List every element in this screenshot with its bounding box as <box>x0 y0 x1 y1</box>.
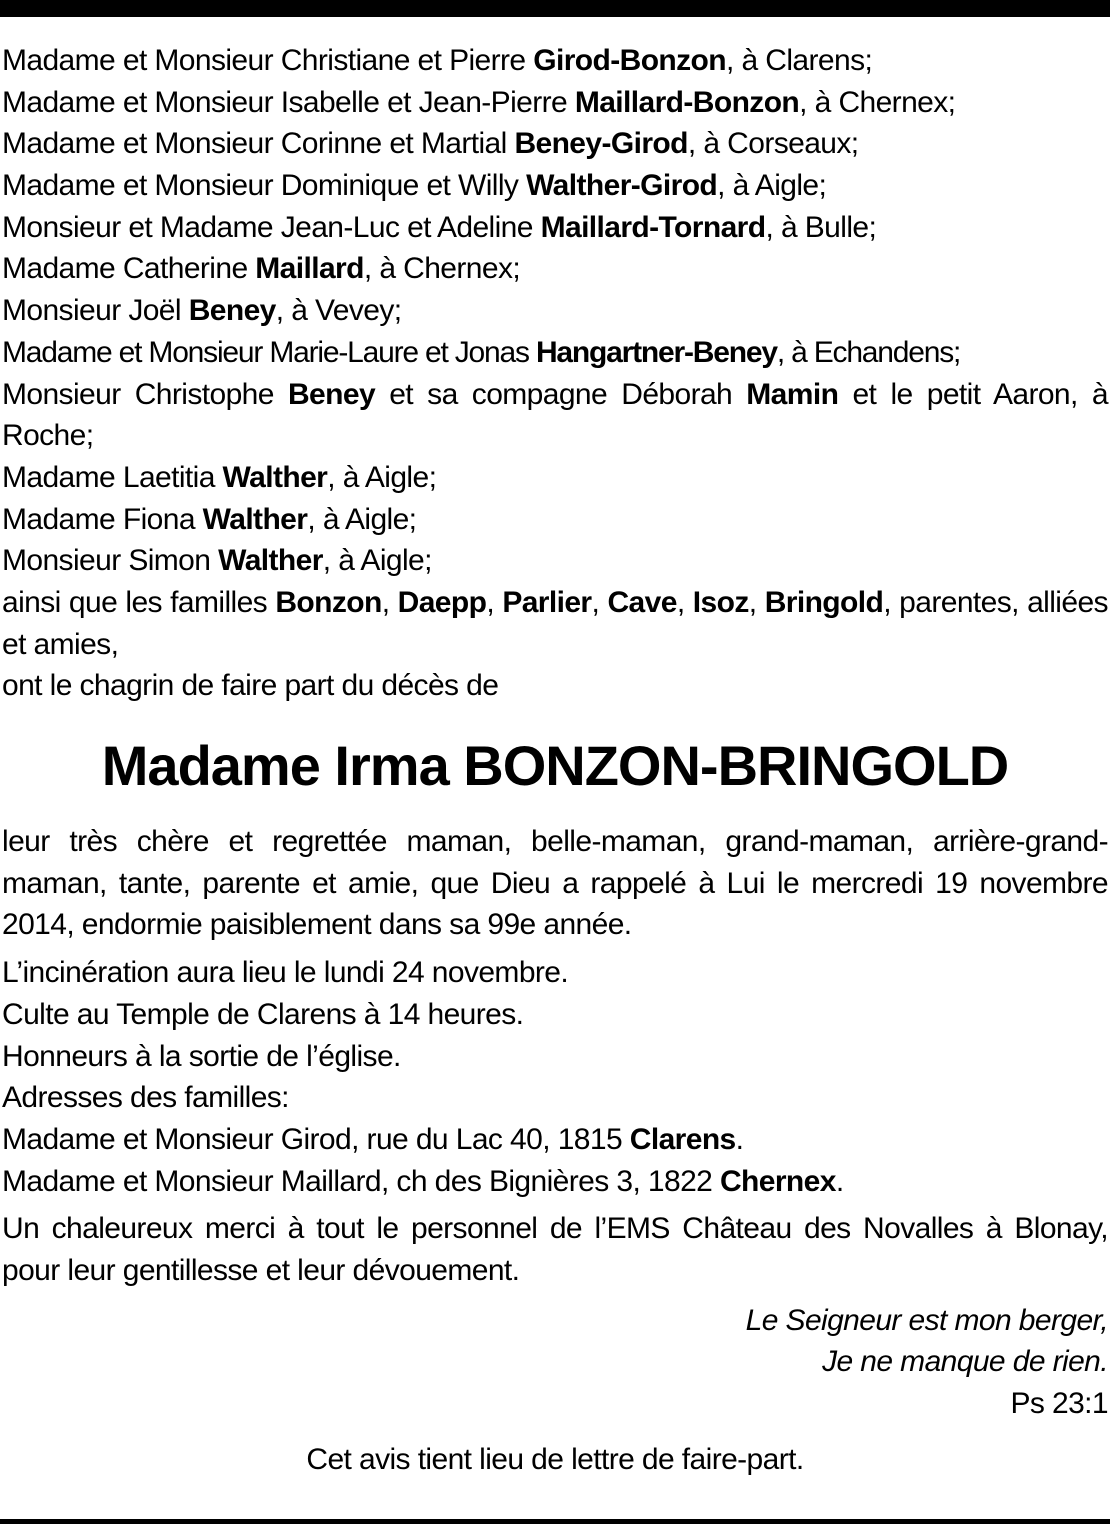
families-intro: ainsi que les familles <box>2 585 276 619</box>
family-line <box>2 207 1108 249</box>
ceremony-line: L’incinération aura lieu le lundi 24 novembre. <box>2 956 569 990</box>
family-surname: Beney <box>188 294 276 328</box>
family-line <box>2 123 1108 165</box>
family-line-location: , à Aigle; <box>307 502 417 536</box>
top-rule <box>0 0 1110 17</box>
family-line-location: , à Vevey; <box>275 294 402 328</box>
family-line-location: , à Echandens; <box>776 335 961 369</box>
family-surname: Maillard-Tornard <box>540 210 766 244</box>
deceased-description: leur très chère et regrettée maman, belle-maman, grand-maman, arrière-grand-maman, tante, parente et amie, que Dieu a rappelé à Lui le mercredi 19 novembre 2014, endormie paisiblement dans sa 99e année. <box>2 825 1108 942</box>
family-line-text: Monsieur et Madame Jean-Luc et Adeline <box>2 210 541 244</box>
separator: , <box>676 585 693 619</box>
family-surname: Isoz <box>692 585 749 619</box>
deceased-name: Madame Irma BONZON-BRINGOLD <box>101 734 1009 798</box>
address-text: Madame et Monsieur Girod, rue du Lac 40, 1815 <box>2 1122 630 1156</box>
family-line-text: Madame et Monsieur Dominique et Willy <box>2 169 527 203</box>
family-surname: Walther <box>218 544 323 578</box>
separator: , <box>381 585 398 619</box>
family-surname: Maillard-Bonzon <box>574 85 800 119</box>
family-line-text: Monsieur Joël <box>2 294 189 328</box>
family-line <box>2 540 1108 582</box>
bible-verse-line: Je ne manque de rien. <box>822 1345 1108 1379</box>
family-line <box>2 332 1108 374</box>
family-surname: Beney-Girod <box>514 127 688 161</box>
family-surname: Mamin <box>746 377 839 411</box>
family-line-location: , à Aigle; <box>322 544 432 578</box>
family-surname: Bringold <box>764 585 884 619</box>
family-surname: Beney <box>287 377 376 411</box>
ceremony-line: Adresses des familles: <box>2 1081 289 1115</box>
family-line-text: Madame et Monsieur Christiane et Pierre <box>2 44 534 77</box>
announcement-text: ont le chagrin de faire part du décès de <box>2 669 499 703</box>
family-surname: Maillard <box>255 252 364 286</box>
address-city: Clarens <box>629 1122 736 1156</box>
family-line <box>2 165 1108 207</box>
family-line-text: Madame et Monsieur Isabelle et Jean-Pierre <box>2 85 575 119</box>
family-line-text: et sa compagne Déborah <box>375 377 747 411</box>
family-line-location: , à Clarens; <box>726 44 873 77</box>
address-city: Chernex <box>719 1164 836 1198</box>
family-line-text: Monsieur Simon <box>2 544 219 578</box>
bible-verse-reference: Ps 23:1 <box>1010 1387 1108 1421</box>
family-line-text: Madame et Monsieur Corinne et Martial <box>2 127 515 161</box>
ceremony-line: Honneurs à la sortie de l’église. <box>2 1039 401 1073</box>
address-text: Madame et Monsieur Maillard, ch des Bignières 3, 1822 <box>2 1164 720 1198</box>
family-surname: Walther <box>202 502 308 536</box>
separator: , <box>486 585 503 619</box>
family-surname: Cave <box>607 585 677 619</box>
family-line-location: , à Corseaux; <box>687 127 859 161</box>
family-line <box>2 457 1108 499</box>
family-surname: Daepp <box>397 585 487 619</box>
family-line <box>2 499 1108 541</box>
family-line <box>2 40 1108 82</box>
family-line-location: et le petit Aaron, à Roche; <box>2 377 1108 453</box>
address-line <box>2 1161 1108 1203</box>
family-surname: Walther-Girod <box>526 169 718 203</box>
spacer <box>2 1292 1108 1300</box>
family-line <box>2 248 1108 290</box>
family-surname: Parlier <box>502 585 592 619</box>
family-line-location: , à Aigle; <box>327 460 437 494</box>
families-outro: , parentes, alliées et amies, <box>2 585 1108 661</box>
address-punct: . <box>835 1164 844 1198</box>
family-line-text: Monsieur Christophe <box>2 377 288 411</box>
separator: , <box>748 585 765 619</box>
family-line-location: , à Chernex; <box>363 252 521 286</box>
family-line <box>2 82 1108 124</box>
family-line-location: , à Aigle; <box>717 169 827 203</box>
family-line-text: Madame et Monsieur Marie-Laure et Jonas <box>2 335 536 369</box>
family-line-christophe <box>2 374 1108 457</box>
separator: , <box>591 585 608 619</box>
closing-note: Cet avis tient lieu de lettre de faire-part. <box>306 1442 804 1476</box>
thanks-text: Un chaleureux merci à tout le personnel de l’EMS Château des Novalles à Blonay, pour leur gentillesse et leur dévouement. <box>2 1212 1108 1287</box>
family-surname: Bonzon <box>275 585 382 619</box>
family-line-location: , à Chernex; <box>799 85 956 119</box>
address-line <box>2 1119 1108 1161</box>
family-line-text: Madame Fiona <box>2 502 203 536</box>
extended-families <box>2 582 1108 665</box>
ceremony-line: Culte au Temple de Clarens à 14 heures. <box>2 997 524 1031</box>
family-surname: Hangartner-Beney <box>535 335 777 369</box>
obituary-notice <box>2 40 1108 1480</box>
family-line <box>2 290 1108 332</box>
family-surname: Walther <box>222 460 328 494</box>
address-punct: . <box>735 1122 744 1156</box>
bible-verse-line: Le Seigneur est mon berger, <box>745 1303 1108 1337</box>
bottom-rule <box>0 1519 1110 1524</box>
family-line-text: Madame Catherine <box>2 252 256 286</box>
family-line-location: , à Bulle; <box>765 210 877 244</box>
family-surname: Girod-Bonzon <box>533 44 727 77</box>
family-line-text: Madame Laetitia <box>2 460 223 494</box>
